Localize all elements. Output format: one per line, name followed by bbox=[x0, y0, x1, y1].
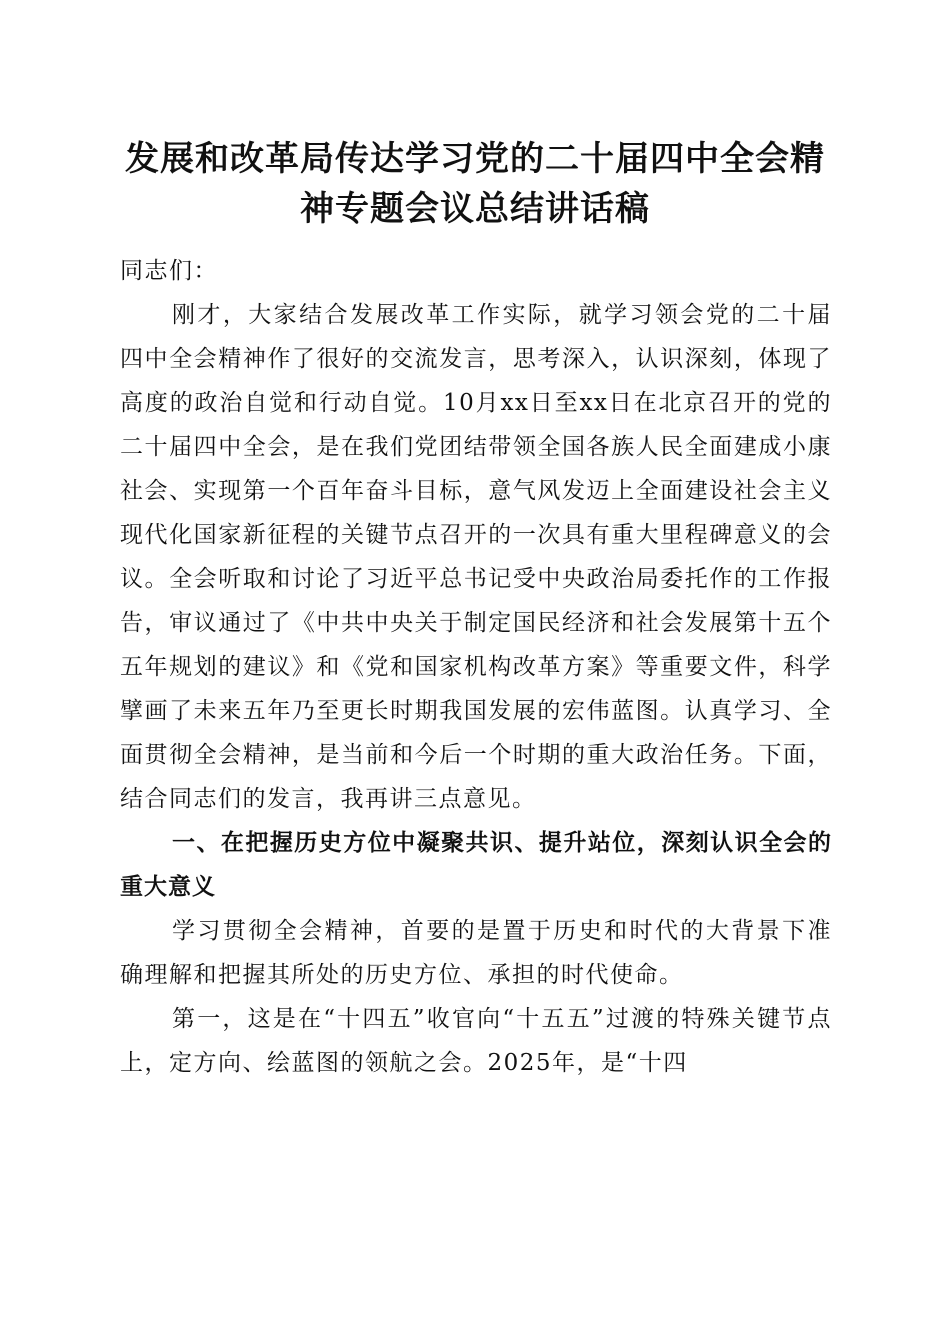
salutation: 同志们： bbox=[120, 258, 218, 284]
title-line-1: 发展和改革局传达学习党的二十届四中全会精 bbox=[125, 139, 825, 179]
title-line-2: 神专题会议总结讲话稿 bbox=[300, 189, 650, 229]
paragraph-point-1: 第一，这是在“十四五”收官向“十五五”过渡的特殊关键节点上，定方向、绘蓝图的领航之会。2025年，是“十四 bbox=[120, 1006, 832, 1076]
paragraph-section-1-intro: 学习贯彻全会精神，首要的是置于历史和时代的大背景下准确理解和把握其所处的历史方位、承担的时代使命。 bbox=[120, 918, 832, 988]
document-title bbox=[100, 134, 850, 234]
section-heading-1: 一、在把握历史方位中凝聚共识、提升站位，深刻认识全会的重大意义 bbox=[120, 830, 832, 900]
paragraph-opening: 刚才，大家结合发展改革工作实际，就学习领会党的二十届四中全会精神作了很好的交流发言，思考深入，认识深刻，体现了高度的政治自觉和行动自觉。10月xx日至xx日在北京召开的党的二十届四中全会，是在我们党团结带领全国各族人民全面建成小康社会、实现第一个百年奋斗目标，意气风发迈上全面建设社会主义现代化国家新征程的关键节点召开的一次具有重大里程碑意义的会议。全会听取和讨论了习近平总书记受中央政治局委托作的工作报告，审议通过了《中共中央关于制定国民经济和社会发展第十五个五年规划的建议》和《党和国家机构改革方案》等重要文件，科学擘画了未来五年乃至更长时期我国发展的宏伟蓝图。认真学习、全面贯彻全会精神，是当前和今后一个时期的重大政治任务。下面，结合同志们的发言，我再讲三点意见。 bbox=[120, 302, 832, 812]
document-body bbox=[120, 249, 832, 1085]
